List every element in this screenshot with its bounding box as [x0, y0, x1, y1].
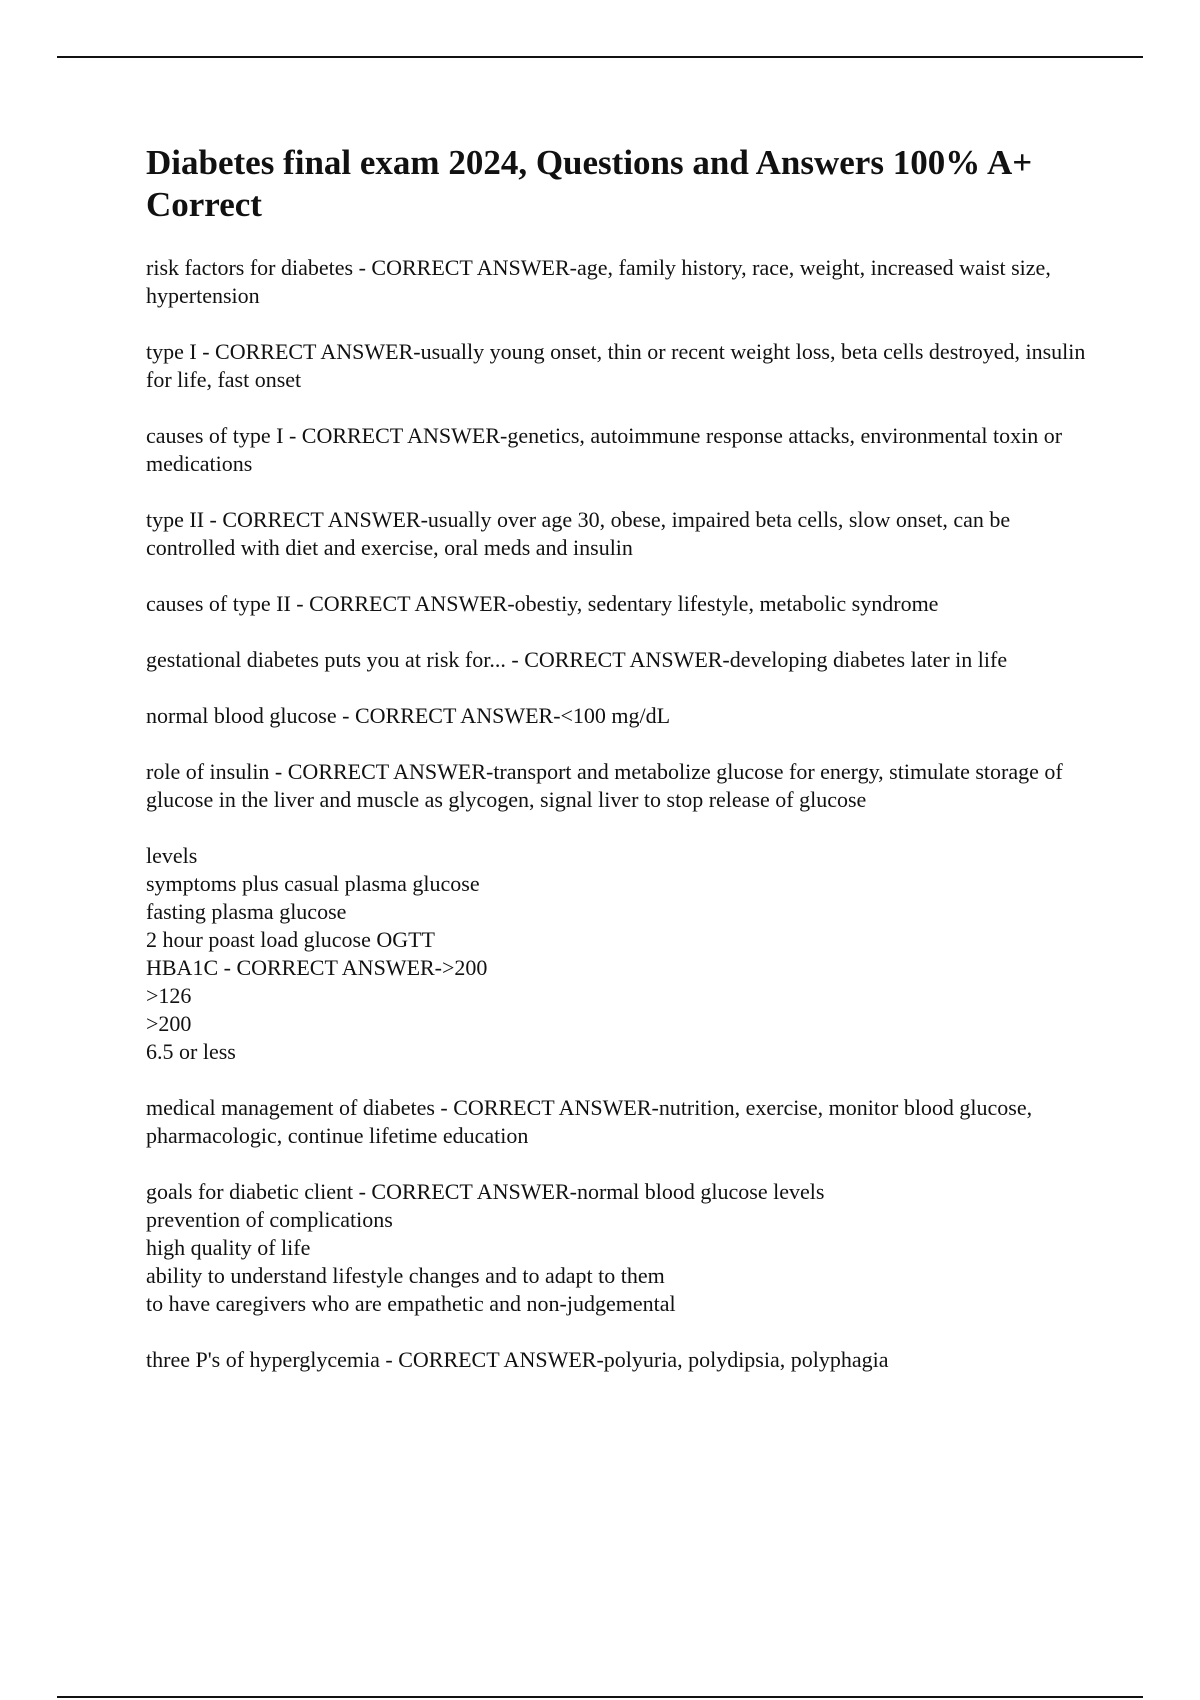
qa-entry-causes-type-2: causes of type II - CORRECT ANSWER-obestiy, sedentary lifestyle, metabolic syndrome: [146, 591, 939, 616]
qa-entry-causes-type-1: causes of type I - CORRECT ANSWER-genetics, autoimmune response attacks, environmental toxin or medications: [146, 423, 1063, 476]
qa-entry-normal-glucose: normal blood glucose - CORRECT ANSWER-<100 mg/dL: [146, 703, 671, 728]
document-title: Diabetes final exam 2024, Questions and Answers 100% A+ Correct: [146, 143, 1033, 224]
qa-entry-gestational: gestational diabetes puts you at risk for... - CORRECT ANSWER-developing diabetes later in life: [146, 647, 1008, 672]
qa-entry-goals: goals for diabetic client - CORRECT ANSWER-normal blood glucose levels prevention of complications high quality of life ability to understand lifestyle changes and to adapt to them to have caregivers who are empathetic and non-judgemental: [146, 1179, 825, 1316]
qa-entry-type-1: type I - CORRECT ANSWER-usually young onset, thin or recent weight loss, beta cells destroyed, insulin for life, fast onset: [146, 339, 1086, 392]
top-divider: [57, 56, 1143, 58]
qa-entry-role-of-insulin: role of insulin - CORRECT ANSWER-transport and metabolize glucose for energy, stimulate storage of glucose in the liver and muscle as glycogen, signal liver to stop release of glucose: [146, 759, 1063, 812]
qa-entry-three-ps: three P's of hyperglycemia - CORRECT ANSWER-polyuria, polydipsia, polyphagia: [146, 1347, 889, 1372]
document-page: [146, 142, 1086, 1402]
qa-entry-medical-management: medical management of diabetes - CORRECT ANSWER-nutrition, exercise, monitor blood glucose, pharmacologic, continue lifetime education: [146, 1095, 1033, 1148]
qa-entry-glucose-levels: levels symptoms plus casual plasma glucose fasting plasma glucose 2 hour poast load glucose OGTT HBA1C - CORRECT ANSWER->200 >126 >200 6.5 or less: [146, 843, 488, 1064]
qa-entry-type-2: type II - CORRECT ANSWER-usually over age 30, obese, impaired beta cells, slow onset, can be controlled with diet and exercise, oral meds and insulin: [146, 507, 1011, 560]
qa-entry-risk-factors: risk factors for diabetes - CORRECT ANSWER-age, family history, race, weight, increased waist size, hypertension: [146, 255, 1051, 308]
bottom-divider: [57, 1696, 1143, 1698]
